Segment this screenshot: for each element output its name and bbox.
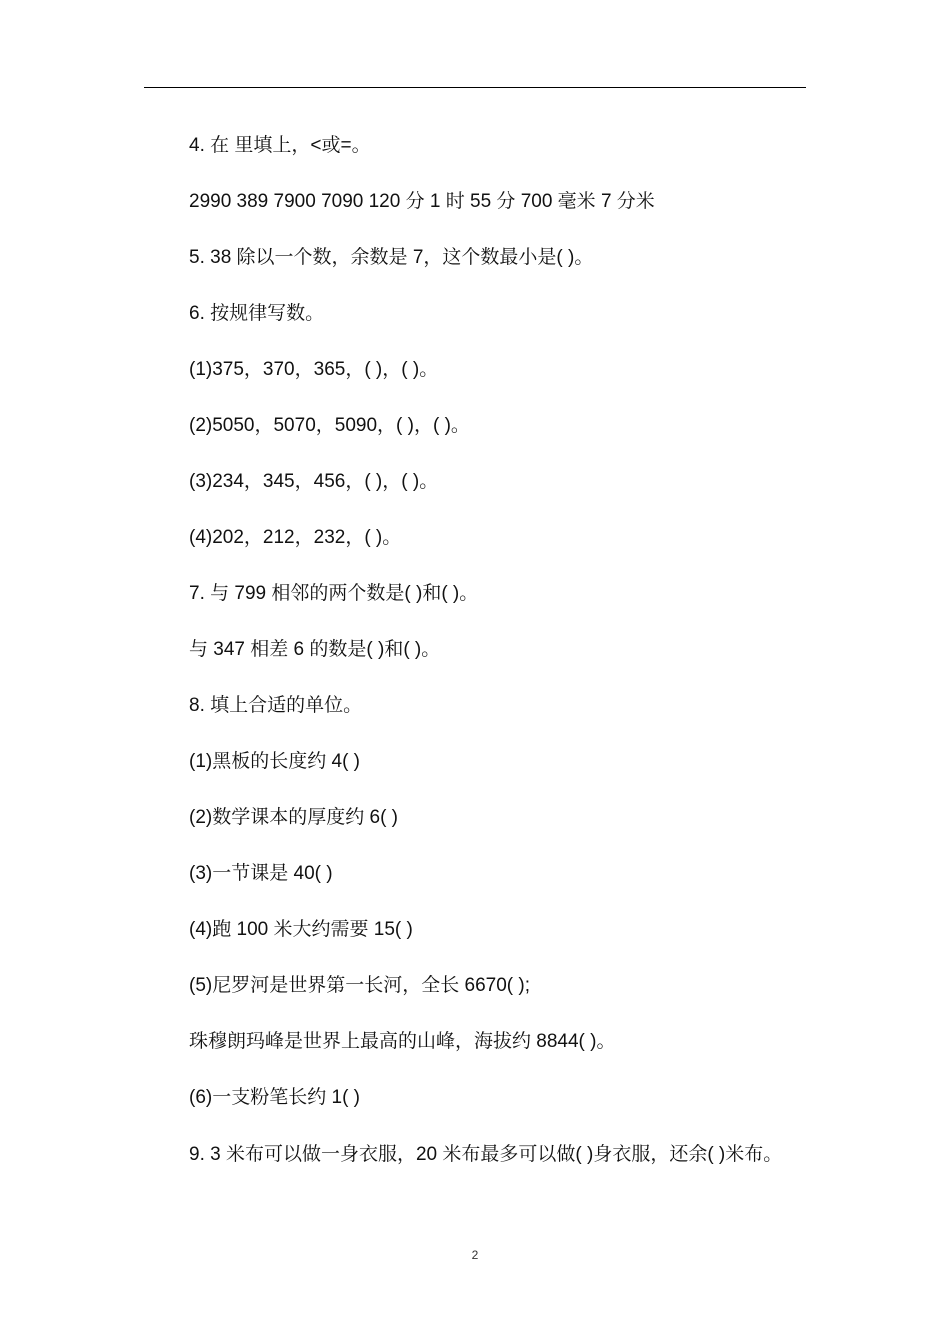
question-8-item-5: (5)尼罗河是世界第一长河，全长 6670( ); bbox=[189, 975, 530, 996]
question-6-item-4: (4)202，212，232，( )。 bbox=[189, 527, 402, 548]
question-8-item-1: (1)黑板的长度约 4( ) bbox=[189, 751, 361, 772]
question-7-part-2: 与 347 相差 6 的数是( )和( )。 bbox=[189, 639, 441, 660]
question-9-text: 9. 3 米布可以做一身衣服，20 米布最多可以做( )身衣服，还余( )米布。 bbox=[189, 1144, 783, 1165]
question-8-item-5-part-2: 珠穆朗玛峰是世界上最高的山峰，海拔约 8844( )。 bbox=[189, 1031, 616, 1052]
question-6-item-1: (1)375，370，365，( )，( )。 bbox=[189, 359, 439, 380]
question-6-item-3: (3)234，345，456，( )，( )。 bbox=[189, 471, 439, 492]
question-7-text: 7. 与 799 相邻的两个数是( )和( )。 bbox=[189, 583, 479, 604]
question-8-text: 8. 填上合适的单位。 bbox=[189, 695, 363, 716]
question-8-item-4: (4)跑 100 米大约需要 15( ) bbox=[189, 919, 413, 940]
question-4-text: 4. 在 里填上，<或=。 bbox=[189, 135, 371, 156]
question-8-item-6: (6)一支粉笔长约 1( ) bbox=[189, 1087, 361, 1108]
page-number: 2 bbox=[471, 1248, 479, 1262]
question-4-items: 2990 389 7900 7090 120 分 1 时 55 分 700 毫米 7 分米 bbox=[189, 191, 655, 212]
question-6-text: 6. 按规律写数。 bbox=[189, 303, 325, 324]
question-6-item-2: (2)5050，5070，5090，( )，( )。 bbox=[189, 415, 470, 436]
question-8-item-3: (3)一节课是 40( ) bbox=[189, 863, 333, 884]
question-8-item-2: (2)数学课本的厚度约 6( ) bbox=[189, 807, 399, 828]
header-rule bbox=[144, 87, 806, 88]
document-body bbox=[144, 118, 806, 1184]
question-5-text: 5. 38 除以一个数，余数是 7，这个数最小是( )。 bbox=[189, 247, 594, 268]
